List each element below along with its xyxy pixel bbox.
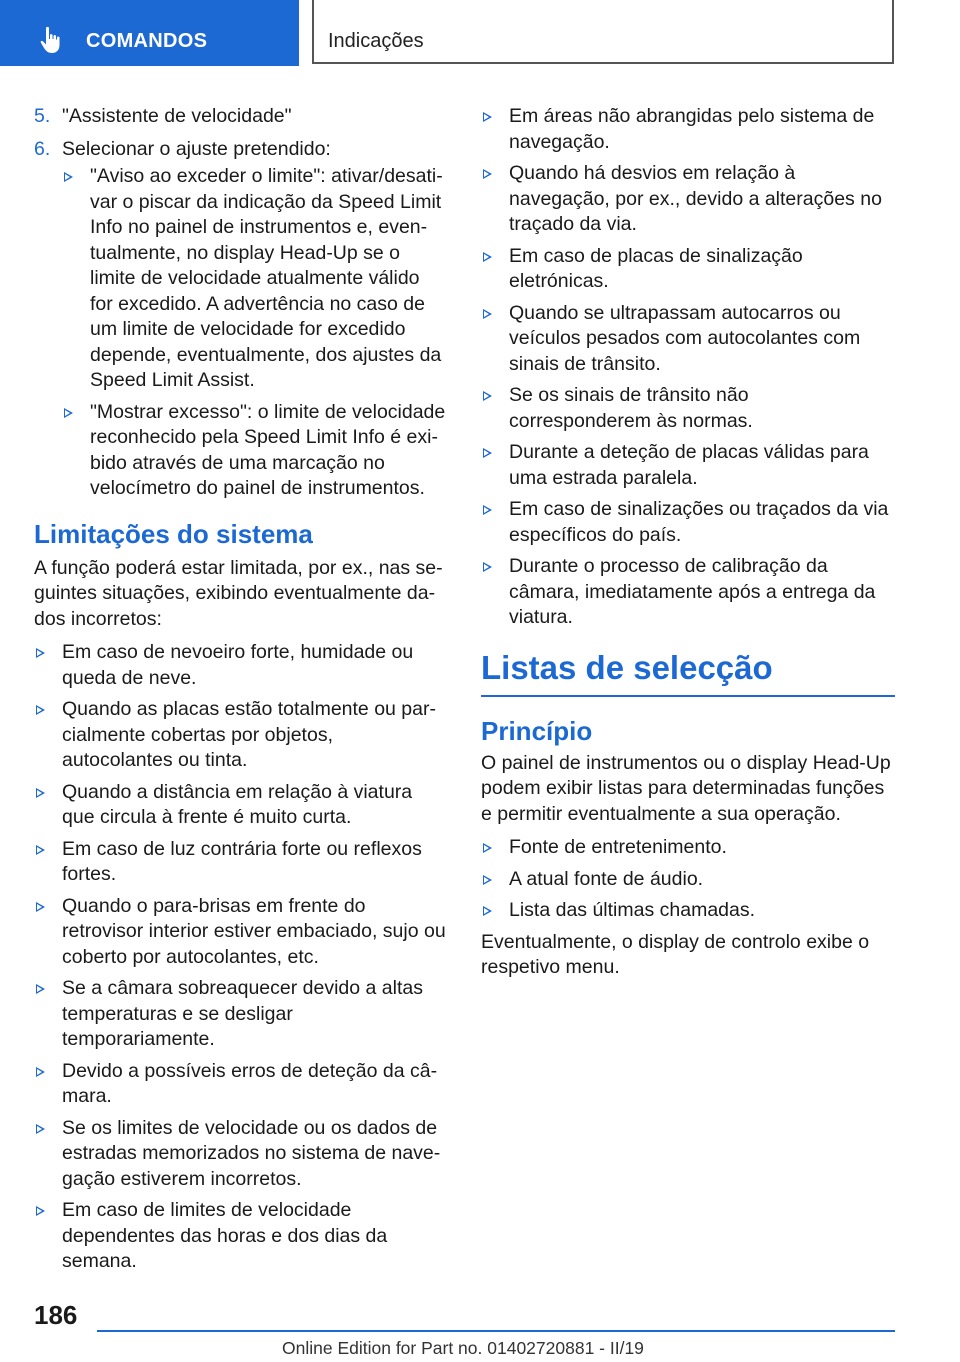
list-item: Em caso de nevoeiro forte, humidade ou queda de neve. — [34, 640, 446, 691]
footer-rule — [97, 1330, 895, 1332]
step-text: "Assistente de velocidade" — [62, 105, 292, 127]
triangle-bullet-icon — [483, 309, 492, 319]
step-number: 5. — [34, 105, 51, 127]
list-item: Quando há desvios em relação à navegação, por ex., devido a alterações no traçado da via. — [481, 161, 895, 238]
title-rule — [481, 695, 895, 697]
list-item: Se os sinais de trânsito não corresponderem às normas. — [481, 383, 895, 434]
list-item: Se a câmara sobreaquecer devido a altas temperaturas e se desligar temporariamente. — [34, 976, 446, 1053]
sub-bullet-list — [62, 164, 446, 502]
triangle-bullet-icon — [36, 1124, 45, 1134]
triangle-bullet-icon — [483, 906, 492, 916]
triangle-bullet-icon — [64, 172, 73, 182]
chapter-label: Indicações — [328, 30, 424, 52]
step-number: 6. — [34, 137, 51, 160]
triangle-bullet-icon — [36, 648, 45, 658]
chapter-header — [312, 0, 894, 64]
chapter-section-title: Listas de selecção — [481, 648, 773, 686]
triangle-bullet-icon — [36, 984, 45, 994]
section-tab-comandos — [0, 0, 299, 66]
triangle-bullet-icon — [483, 169, 492, 179]
triangle-bullet-icon — [483, 562, 492, 572]
selection-lists — [481, 835, 895, 924]
triangle-bullet-icon — [483, 843, 492, 853]
list-item: "Aviso ao exceder o limite": ativar/desativar o piscar da indicação da Speed Limit Info no painel de instrumentos e, eventualmente, no display Head-Up se o limite de velocidade atualmente válido for excedido. A advertência no caso de um limite de velocidade for excedido depende, eventualmente, dos ajustes da Speed Limit Assist. — [62, 164, 446, 394]
list-item: Em áreas não abrangidas pelo sistema de navegação. — [481, 104, 895, 155]
list-item: Quando se ultrapassam autocarros ou veículos pesados com autocolantes com sinais de trânsito. — [481, 301, 895, 378]
list-item: Devido a possíveis erros de deteção da câmara. — [34, 1059, 446, 1110]
section-label: COMANDOS — [86, 30, 208, 52]
triangle-bullet-icon — [483, 875, 492, 885]
list-item: Em caso de limites de velocidade dependentes das horas e dos dias da semana. — [34, 1198, 446, 1275]
triangle-bullet-icon — [483, 391, 492, 401]
list-item: Se os limites de velocidade ou os dados de estradas memorizados no sistema de navegação estiverem incorretos. — [34, 1116, 446, 1193]
triangle-bullet-icon — [36, 705, 45, 715]
list-item: Quando a distância em relação à viatura que circula à frente é muito curta. — [34, 780, 446, 831]
triangle-bullet-icon — [483, 252, 492, 262]
numbered-step — [34, 104, 446, 130]
triangle-bullet-icon — [64, 408, 73, 418]
list-item: A atual fonte de áudio. — [481, 867, 895, 893]
section-intro: O painel de instrumentos ou o display Head-Up podem exibir listas para determinadas funções e permitir eventualmente a sua operação. — [481, 751, 891, 825]
list-item: Durante a deteção de placas válidas para uma estrada paralela. — [481, 440, 895, 491]
closing-paragraph: Eventualmente, o display de controlo exibe o respetivo menu. — [481, 930, 870, 978]
list-item: Durante o processo de calibração da câmara, imediatamente após a entrega da viatura. — [481, 554, 895, 631]
list-item: Em caso de luz contrária forte ou reflexos fortes. — [34, 837, 446, 888]
triangle-bullet-icon — [36, 1206, 45, 1216]
numbered-step — [34, 137, 446, 163]
right-column — [481, 104, 895, 989]
list-item: Quando as placas estão totalmente ou parcialmente cobertas por objetos, autocolantes ou tinta. — [34, 697, 446, 774]
triangle-bullet-icon — [36, 788, 45, 798]
edition-note: Online Edition for Part no. 01402720881 - II/19 — [282, 1338, 644, 1358]
left-column — [34, 104, 446, 1281]
list-item: Lista das últimas chamadas. — [481, 898, 895, 924]
limitations-list — [34, 640, 446, 1275]
list-item: Fonte de entretenimento. — [481, 835, 895, 861]
list-item: Em caso de placas de sinalização eletrónicas. — [481, 244, 895, 295]
touch-hand-icon — [40, 26, 66, 54]
page-number: 186 — [34, 1300, 78, 1330]
list-item: Em caso de sinalizações ou traçados da via específicos do país. — [481, 497, 895, 548]
step-text: Selecionar o ajuste pretendido: — [62, 137, 331, 160]
triangle-bullet-icon — [36, 902, 45, 912]
triangle-bullet-icon — [483, 505, 492, 515]
limitations-list-continued — [481, 104, 895, 631]
section-title: Limitações do sistema — [34, 518, 313, 549]
triangle-bullet-icon — [483, 112, 492, 122]
list-item: "Mostrar excesso": o limite de velocidade reconhecido pela Speed Limit Info é exibido através de uma marcação no velocímetro do painel de instrumentos. — [62, 400, 446, 502]
triangle-bullet-icon — [36, 1067, 45, 1077]
triangle-bullet-icon — [36, 845, 45, 855]
section-intro: A função poderá estar limitada, por ex., nas seguintes situações, exibindo eventualmente dados incorretos: — [34, 556, 443, 630]
section-title: Princípio — [481, 715, 593, 746]
triangle-bullet-icon — [483, 448, 492, 458]
list-item: Quando o para-brisas em frente do retrovisor interior estiver embaciado, sujo ou coberto por autocolantes, etc. — [34, 894, 446, 971]
